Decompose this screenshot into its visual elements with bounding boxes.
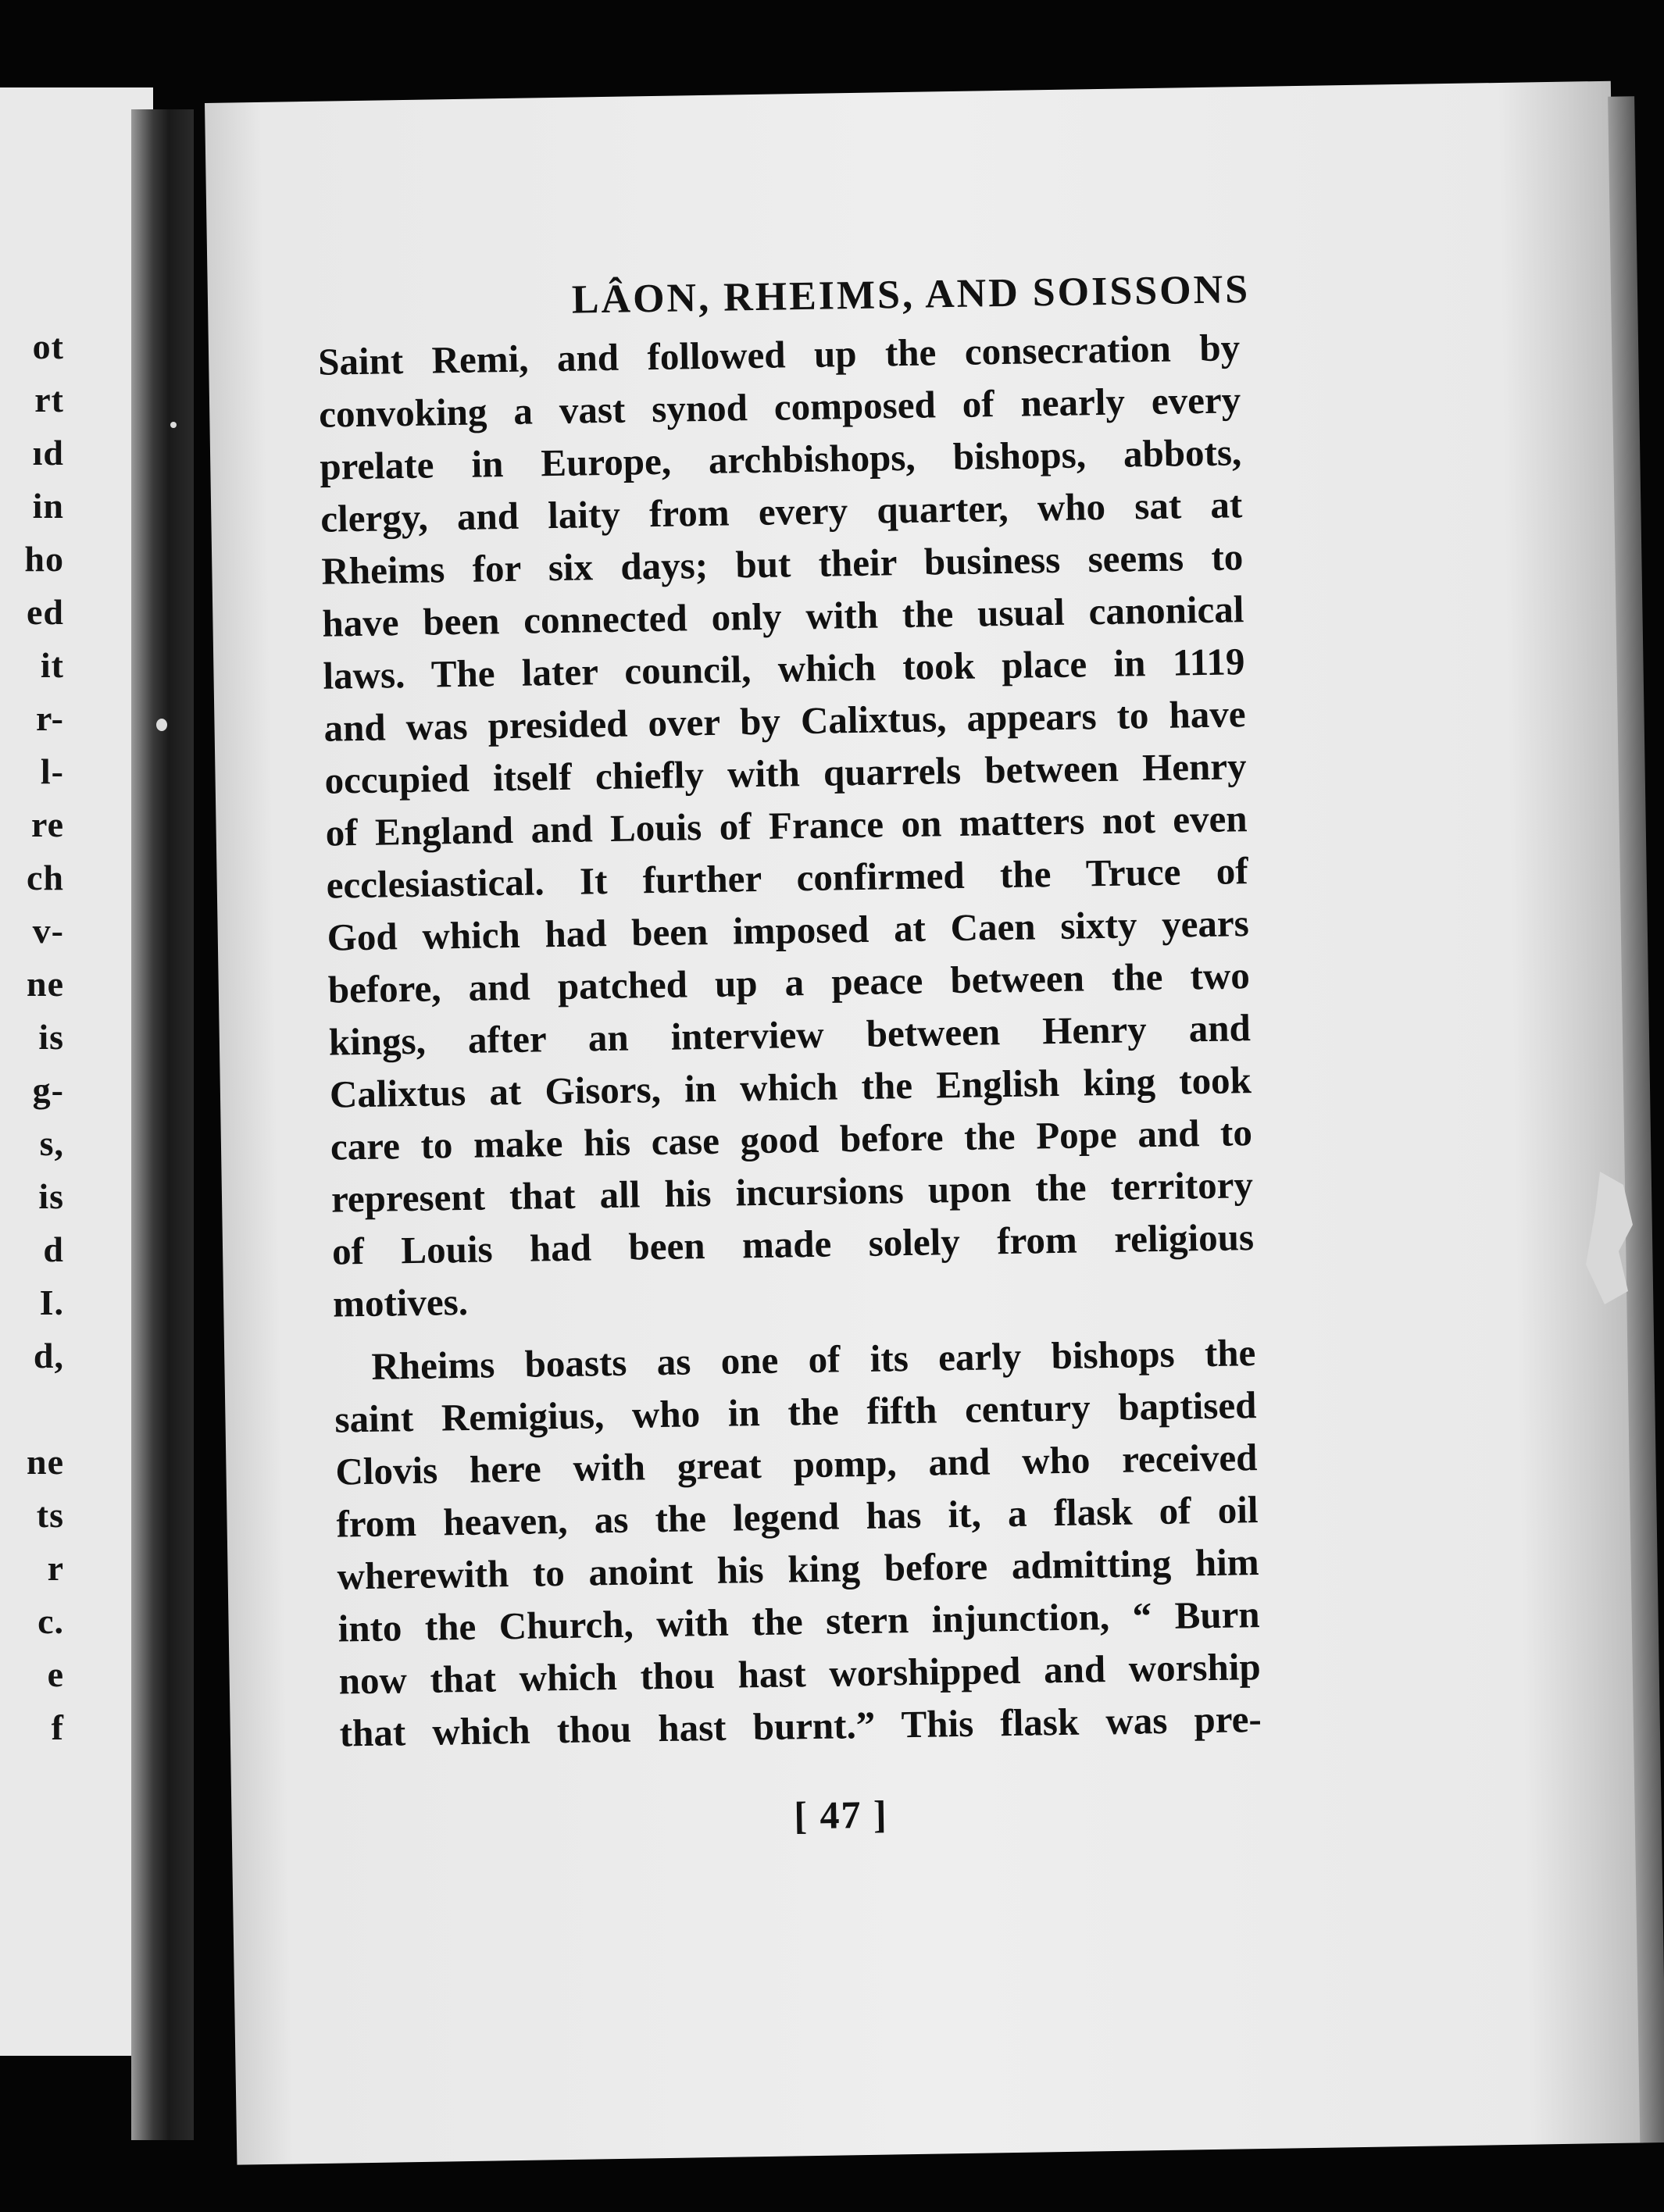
text-line: Rheims boasts as one of its early bishops the [370, 1331, 1256, 1388]
page-stack-edge [1608, 96, 1664, 2142]
scan-speck [170, 422, 177, 428]
previous-page-fragment: s, [39, 1123, 64, 1163]
text-line: Calixtus at Gisors, in which the English king took [329, 1058, 1252, 1116]
text-line: occupied itself chiefly with quarrels between Henry [324, 744, 1247, 802]
text-line: from heaven, as the legend has it, a flask of oil [336, 1488, 1259, 1546]
text-line: God which had been imposed at Caen sixty years [327, 901, 1250, 959]
previous-page-fragment: ed [27, 592, 64, 632]
previous-page-fragment: ot [32, 326, 64, 366]
text-line: into the Church, with the stern injunction, “ Burn [337, 1593, 1260, 1650]
text-line: of England and Louis of France on matters not even [325, 797, 1248, 854]
previous-page-fragment: in [32, 486, 64, 526]
previous-page-fragment: d, [33, 1336, 64, 1375]
previous-page-fragment: ch [27, 858, 64, 897]
text-line: care to make his case good before the Pope and to [330, 1111, 1253, 1168]
previous-page-fragment: g- [32, 1070, 64, 1110]
previous-page-fragment: r [47, 1548, 64, 1588]
body-text [318, 321, 1262, 1759]
previous-page-fragment: d [43, 1229, 64, 1269]
text-line: Saint Remi, and followed up the consecration by [317, 326, 1241, 384]
previous-page-fragment: ne [27, 964, 64, 1004]
previous-page-fragment: rt [34, 380, 64, 419]
previous-page-fragment: is [38, 1176, 64, 1216]
previous-page-fragment: ıd [32, 433, 64, 473]
text-line: represent that all his incursions upon the territory [330, 1163, 1254, 1221]
text-line: Clovis here with great pomp, and who received [335, 1436, 1258, 1493]
text-line: have been connected only with the usual canonical [322, 587, 1244, 645]
previous-page-fragment: is [38, 1017, 64, 1057]
previous-page-fragment: f [51, 1707, 64, 1747]
page-number: [ 47 ] [793, 1792, 889, 1838]
previous-page-fragment [0, 1382, 64, 1436]
text-line: ecclesiastical. It further confirmed the Truce of [326, 849, 1249, 907]
text-line: prelate in Europe, archbishops, bishops, abbots, [319, 430, 1242, 488]
book-gutter [131, 109, 194, 2140]
previous-page-fragment: e [47, 1654, 64, 1694]
previous-page-fragment: v- [32, 911, 64, 951]
previous-page-fragment: ts [36, 1495, 64, 1535]
paragraph-1 [318, 321, 1255, 1329]
text-line: now that which thou hast worshipped and worship [338, 1645, 1262, 1703]
text-line: that which thou hast burnt.” This flask was pre- [339, 1697, 1262, 1755]
previous-page-fragment: r- [35, 698, 64, 738]
text-line: kings, after an interview between Henry and [328, 1006, 1252, 1064]
text-line: motives. [332, 1279, 469, 1325]
paragraph-2 [334, 1326, 1262, 1759]
previous-page-fragment: I. [39, 1283, 64, 1322]
book-page [205, 81, 1643, 2165]
previous-page-fragment: l- [40, 751, 64, 791]
text-line: convoking a vast synod composed of nearly every [318, 378, 1241, 436]
previous-page-fragment: it [40, 645, 64, 685]
previous-page-text-fragments [0, 320, 64, 1754]
text-line: laws. The later council, which took place in 1119 [323, 640, 1245, 697]
text-line: before, and patched up a peace between the two [327, 954, 1251, 1011]
running-head: LÂON, RHEIMS, AND SOISSONS [571, 267, 1251, 323]
text-line: saint Remigius, who in the fifth century baptised [334, 1383, 1257, 1441]
previous-page-fragment: ho [24, 539, 64, 579]
text-line: clergy, and laity from every quarter, who sat at [320, 483, 1243, 541]
previous-page-fragment: ne [27, 1442, 64, 1482]
previous-page-fragment: re [30, 805, 64, 844]
previous-page-fragment: c. [37, 1601, 64, 1641]
text-line: Rheims for six days; but their business seems to [320, 535, 1244, 593]
text-line: wherewith to anoint his king before admitting him [337, 1540, 1259, 1598]
text-line: of Louis had been made solely from religious [331, 1215, 1255, 1273]
scan-speck [156, 719, 167, 731]
text-line: and was presided over by Calixtus, appears to have [323, 692, 1246, 750]
